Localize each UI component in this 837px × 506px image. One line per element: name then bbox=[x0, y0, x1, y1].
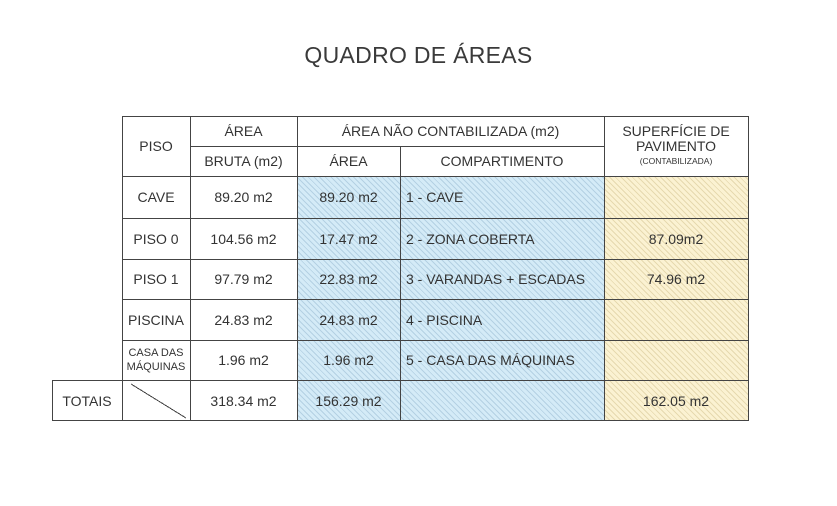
header-superficie-line1: SUPERFÍCIE DE bbox=[622, 122, 730, 139]
row-compartimento: 1 - CAVE bbox=[406, 189, 464, 205]
header-area: ÁREA bbox=[329, 153, 368, 169]
row-piso-line1: CASA DAS bbox=[128, 347, 184, 359]
row-piso: PISO 0 bbox=[133, 230, 179, 247]
row-piso: CAVE bbox=[137, 189, 175, 205]
row-area: 89.20 m2 bbox=[319, 189, 378, 205]
header-superficie bbox=[604, 116, 748, 176]
row-piso: PISO 1 bbox=[133, 271, 179, 287]
row-area: 17.47 m2 bbox=[319, 230, 378, 247]
row-compartimento: 5 - CASA DAS MÁQUINAS bbox=[406, 352, 575, 368]
row-piso-line2: MÁQUINAS bbox=[126, 361, 186, 373]
totals-bruta: 318.34 m2 bbox=[210, 392, 277, 409]
header-superficie-line3: (CONTABILIZADA) bbox=[639, 155, 713, 166]
header-superficie-line2: PAVIMENTO bbox=[635, 137, 717, 154]
row-bruta: 24.83 m2 bbox=[214, 311, 273, 328]
page-title: QUADRO DE ÁREAS bbox=[304, 42, 533, 68]
header-area-nao-contabilizada: ÁREA NÃO CONTABILIZADA (m2) bbox=[341, 123, 560, 139]
row-compartimento: 4 - PISCINA bbox=[406, 311, 483, 328]
row-bruta: 97.79 m2 bbox=[214, 271, 273, 287]
row-bruta: 89.20 m2 bbox=[214, 189, 273, 205]
row-superficie: 74.96 m2 bbox=[646, 271, 706, 287]
header-area-bruta-line1: ÁREA bbox=[224, 123, 263, 139]
row-bruta: 104.56 m2 bbox=[210, 230, 277, 247]
header-compartimento: COMPARTIMENTO bbox=[440, 153, 564, 169]
totals-superficie: 162.05 m2 bbox=[642, 392, 710, 409]
totals-label: TOTAIS bbox=[62, 392, 112, 409]
row-compartimento: 2 - ZONA COBERTA bbox=[406, 230, 535, 247]
row-area: 24.83 m2 bbox=[319, 311, 378, 328]
row-area: 22.83 m2 bbox=[319, 271, 378, 287]
row-superficie: 87.09m2 bbox=[648, 230, 704, 247]
row-area: 1.96 m2 bbox=[323, 352, 374, 368]
totals-diagonal bbox=[131, 384, 186, 418]
row-compartimento: 3 - VARANDAS + ESCADAS bbox=[406, 271, 586, 287]
header-area-bruta-line2: BRUTA (m2) bbox=[204, 153, 283, 169]
header-piso: PISO bbox=[139, 138, 173, 154]
row-piso: PISCINA bbox=[127, 311, 184, 328]
totals-area: 156.29 m2 bbox=[315, 392, 382, 409]
row-bruta: 1.96 m2 bbox=[218, 352, 269, 368]
row-piso bbox=[122, 340, 190, 380]
